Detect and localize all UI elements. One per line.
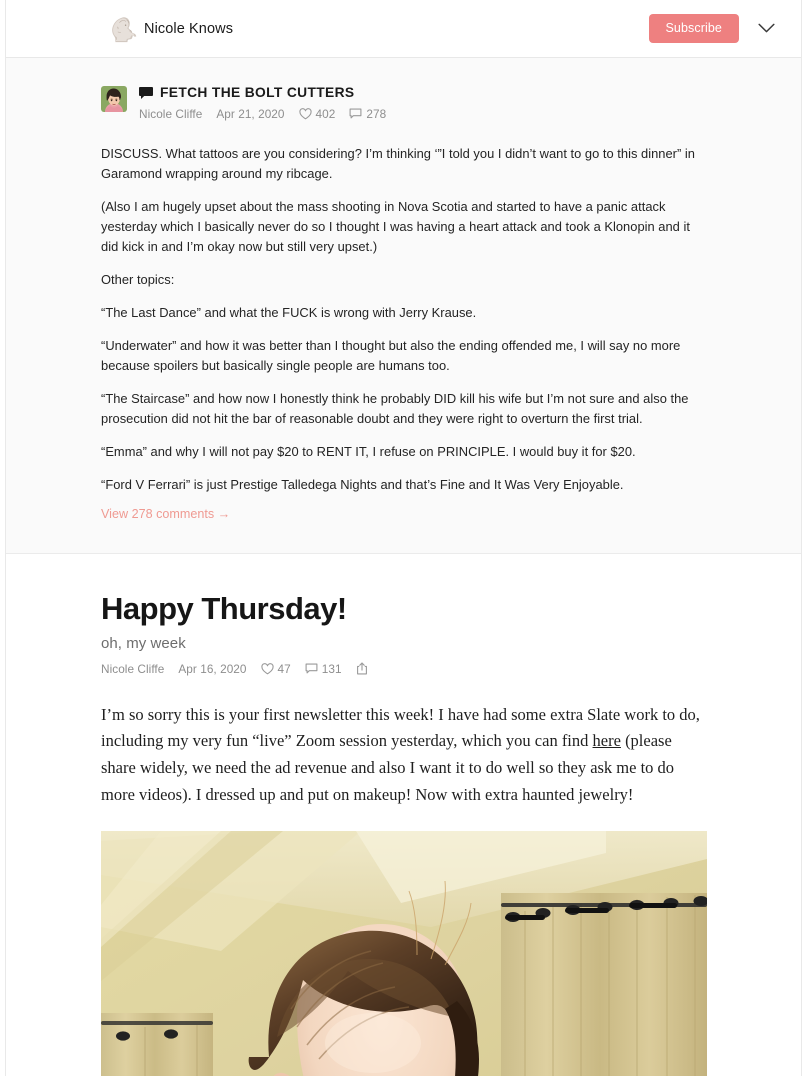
thread-author: Nicole Cliffe bbox=[139, 107, 203, 121]
comment-icon bbox=[305, 663, 318, 675]
chat-bubble-icon bbox=[139, 87, 153, 99]
thread-paragraph: DISCUSS. What tattoos are you considering? I’m thinking ‘”I told you I didn’t want to go to this dinner” in Garamond wrapping around my ribcage. bbox=[101, 146, 695, 181]
comment-count-group[interactable] bbox=[349, 107, 386, 121]
thread-title: FETCH THE BOLT CUTTERS bbox=[160, 85, 355, 100]
publication-title: Nicole Knows bbox=[144, 20, 234, 37]
article-subtitle: oh, my week bbox=[101, 634, 186, 652]
like-count: 47 bbox=[277, 661, 291, 676]
article-title[interactable]: Happy Thursday! bbox=[101, 591, 347, 626]
subscribe-button[interactable]: Subscribe bbox=[649, 14, 740, 44]
thread-meta bbox=[139, 107, 706, 121]
post-thread[interactable] bbox=[6, 58, 801, 554]
like-count: 402 bbox=[315, 107, 336, 121]
here-link[interactable]: here bbox=[592, 731, 621, 751]
thread-paragraph: (Also I am hugely upset about the mass shooting in Nova Scotia and started to have a panic attack yesterday which I basically never do so I thought I was having a heart attack and took a Klonopin and it did kick in and I’m okay now but still very upset.) bbox=[101, 199, 690, 254]
thread-title-row[interactable] bbox=[139, 85, 706, 100]
article-image[interactable] bbox=[101, 831, 707, 1076]
thread-paragraph: “Underwater” and how it was better than I thought but also the ending offended me, I will say no more because spoilers but basically single people are humans too. bbox=[101, 338, 681, 373]
comment-icon bbox=[349, 108, 362, 120]
content-card bbox=[5, 0, 802, 1076]
thread-header bbox=[101, 85, 706, 131]
thread-paragraph: Other topics: bbox=[101, 272, 175, 287]
thread-paragraph: “The Staircase” and how now I honestly think he probably DID kill his wife but I’m not sure and also the prosecution did not hit the bar of reasonable doubt and they were right to overturn the first trial. bbox=[101, 391, 689, 426]
like-count-group[interactable] bbox=[299, 107, 336, 121]
post-article[interactable] bbox=[6, 554, 801, 1076]
article-body-text-before-link: I’m so sorry this is your first newsletter this week! I have had some extra Slate work to do, including my very fun “live” Zoom session yesterday, which you can find bbox=[101, 704, 700, 751]
article-body bbox=[101, 702, 706, 809]
article-author: Nicole Cliffe bbox=[101, 661, 165, 676]
publication-header bbox=[6, 0, 801, 58]
like-count-group[interactable] bbox=[261, 662, 291, 676]
share-icon[interactable] bbox=[356, 662, 368, 675]
comment-count: 278 bbox=[366, 107, 387, 121]
article-body-text-after-link: (please share widely, we need the ad revenue and also I want it to do well so they ask me to do more videos). I dressed up and put on makeup! Now with extra haunted jewelry! bbox=[101, 731, 675, 804]
thread-paragraph: “Ford V Ferrari” is just Prestige Talledega Nights and that’s Fine and It Was Very Enjoyable. bbox=[101, 477, 624, 492]
heart-icon bbox=[261, 663, 274, 675]
thread-date: Apr 21, 2020 bbox=[216, 107, 285, 121]
nicole-cliffe-avatar[interactable] bbox=[101, 86, 127, 112]
comment-count-group[interactable] bbox=[305, 662, 342, 676]
thread-paragraph: “Emma” and why I will not pay $20 to RENT IT, I refuse on PRINCIPLE. I would buy it for $20. bbox=[101, 444, 636, 459]
comment-count: 131 bbox=[321, 661, 342, 676]
thread-paragraph: “The Last Dance” and what the FUCK is wrong with Jerry Krause. bbox=[101, 305, 477, 320]
view-comments-link[interactable]: View 278 comments → bbox=[101, 507, 231, 521]
heart-icon bbox=[299, 108, 312, 120]
thread-body bbox=[101, 144, 706, 523]
article-meta bbox=[101, 662, 706, 676]
classical-bust-avatar[interactable] bbox=[106, 13, 139, 46]
chevron-down-icon[interactable] bbox=[753, 16, 779, 42]
header-actions bbox=[649, 14, 780, 44]
article-date: Apr 16, 2020 bbox=[178, 661, 247, 676]
